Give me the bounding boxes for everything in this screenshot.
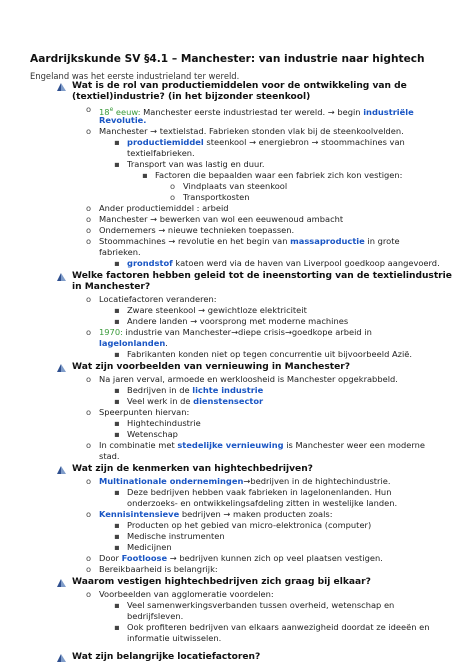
text-segment: Manchester eerste industriestad ter wereld. → begin: [140, 106, 364, 117]
text-segment: (textiel)industrie? (in het bijzonder steenkool): [72, 92, 311, 102]
arrow-bullet-icon: [56, 653, 67, 663]
text-segment: bedrijven → maken producten zoals:: [179, 509, 333, 519]
text-segment: Wat zijn belangrijke locatiefactoren?: [72, 652, 261, 662]
text-segment: Stoommachines → revolutie en het begin van: [99, 236, 291, 246]
text-segment: lichte industrie: [192, 385, 264, 395]
text-segment: in Manchester?: [72, 282, 151, 292]
text-segment: Factoren die bepaalden waar een fabriek zich kon vestigen:: [155, 170, 403, 180]
circle-bullet-icon: o: [86, 589, 92, 599]
circle-bullet-icon: o: [86, 236, 92, 246]
note-line: [127, 418, 201, 429]
text-segment: Speerpunten hiervan:: [99, 407, 190, 417]
question-heading: [72, 464, 313, 475]
text-segment: lagelonlanden: [99, 338, 166, 348]
note-line: [99, 553, 383, 564]
text-segment: steenkool → energiebron → stoommachines van: [203, 137, 405, 147]
note-line: [99, 126, 404, 137]
text-segment: stad.: [99, 451, 120, 461]
arrow-bullet-icon: [56, 363, 67, 373]
note-line: [99, 509, 333, 520]
text-segment: Medische instrumenten: [127, 531, 225, 541]
question-heading: [72, 577, 371, 588]
text-segment: Welke factoren hebben geleid tot de ineenstorting van de textielindustrie: [72, 271, 452, 281]
text-segment: Veel samenwerkingsverbanden tussen overheid, wetenschap en: [127, 600, 395, 610]
note-line: [99, 294, 217, 305]
note-line: [99, 476, 391, 487]
page-title: Aardrijkskunde SV §4.1 – Manchester: van industrie naar hightech: [30, 53, 425, 65]
circle-bullet-icon: o: [86, 509, 92, 519]
text-segment: katoen werd via de haven van Liverpool goedkoop aangevoerd.: [172, 258, 440, 268]
question-heading: [72, 362, 350, 373]
note-line: [127, 396, 263, 407]
text-segment: Ook profiteren bedrijven van elkaars aanwezigheid doordat ze ideeën en: [127, 622, 430, 632]
text-segment: grondstof: [127, 258, 173, 268]
note-line: [127, 542, 172, 553]
arrow-bullet-icon: [56, 578, 67, 588]
text-segment: onderzoeks- en ontwikkelingsafdeling zitten in westelijke landen.: [127, 498, 398, 508]
text-segment: Locatiefactoren veranderen:: [99, 294, 217, 304]
circle-bullet-icon: o: [170, 192, 176, 202]
note-line: [127, 520, 371, 531]
text-segment: Transportkosten: [183, 192, 250, 202]
arrow-bullet-icon: [56, 272, 67, 282]
circle-bullet-icon: o: [86, 476, 92, 486]
text-segment: e: [109, 106, 114, 113]
circle-bullet-icon: o: [86, 214, 92, 224]
text-segment: Multinationale ondernemingen: [99, 476, 244, 486]
text-segment: industriële: [363, 106, 414, 117]
square-bullet-icon: ▪: [114, 396, 120, 406]
text-segment: Wat zijn de kenmerken van hightechbedrijven?: [72, 464, 313, 474]
text-segment: Na jaren verval, armoede en werkloosheid is Manchester opgekrabbeld.: [99, 374, 398, 384]
text-segment: Hightechindustrie: [127, 418, 201, 428]
text-segment: Vindplaats van steenkool: [183, 181, 288, 191]
text-segment: Kennisintensieve: [99, 509, 180, 519]
question-heading: [72, 652, 260, 663]
note-line: [127, 611, 183, 622]
note-line: [99, 374, 398, 385]
note-line: [99, 338, 168, 349]
text-segment: Wetenschap: [127, 429, 178, 439]
text-segment: Andere landen → voorsprong met moderne machines: [127, 316, 349, 326]
square-bullet-icon: ▪: [114, 600, 120, 610]
circle-bullet-icon: o: [170, 181, 176, 191]
text-segment: In combinatie met: [99, 440, 178, 450]
note-line: [99, 451, 120, 462]
circle-bullet-icon: o: [86, 407, 92, 417]
note-line: [99, 115, 146, 126]
text-segment: textielfabrieken.: [127, 148, 195, 158]
square-bullet-icon: ▪: [114, 258, 120, 268]
text-segment: dienstensector: [193, 396, 264, 406]
text-segment: Producten op het gebied van micro-elektronica (computer): [127, 520, 372, 530]
square-bullet-icon: ▪: [114, 159, 120, 169]
note-line: [99, 589, 274, 600]
note-line: [127, 159, 265, 170]
text-segment: →bedrijven in de hightechindustrie.: [243, 476, 391, 486]
text-segment: Voorbeelden van agglomeratie voordelen:: [99, 589, 274, 599]
circle-bullet-icon: o: [86, 294, 92, 304]
text-segment: Waarom vestigen hightechbedrijven zich graag bij elkaar?: [72, 577, 371, 587]
text-segment: .: [165, 338, 168, 348]
text-segment: Deze bedrijven hebben vaak fabrieken in lagelonenlanden. Hun: [127, 487, 392, 497]
circle-bullet-icon: o: [86, 126, 92, 136]
text-segment: Bereikbaarheid is belangrijk:: [99, 564, 218, 574]
text-segment: Door: [99, 553, 122, 563]
circle-bullet-icon: o: [86, 203, 92, 213]
square-bullet-icon: ▪: [114, 429, 120, 439]
note-line: [127, 600, 394, 611]
note-line: [99, 225, 294, 236]
note-line: [127, 487, 391, 498]
note-line: [127, 349, 412, 360]
square-bullet-icon: ▪: [114, 542, 120, 552]
text-segment: Veel werk in de: [127, 396, 194, 406]
note-line: [127, 316, 348, 327]
note-line: [127, 137, 405, 148]
note-line: [127, 258, 440, 269]
circle-bullet-icon: o: [86, 327, 92, 337]
text-segment: Fabrikanten konden niet op tegen concurrentie uit bijvoorbeeld Azië.: [127, 349, 413, 359]
text-segment: → bedrijven kunnen zich op veel plaatsen vestigen.: [167, 553, 383, 563]
square-bullet-icon: ▪: [114, 487, 120, 497]
question-heading: [72, 92, 310, 103]
note-line: [99, 236, 400, 247]
text-segment: Ondernemers → nieuwe technieken toepassen.: [99, 225, 295, 235]
note-line: [99, 564, 218, 575]
arrow-bullet-icon: [56, 465, 67, 475]
square-bullet-icon: ▪: [114, 520, 120, 530]
note-line: [127, 633, 221, 644]
note-line: [99, 203, 229, 214]
circle-bullet-icon: o: [86, 225, 92, 235]
text-segment: Revolutie.: [99, 115, 147, 125]
note-line: [99, 407, 189, 418]
note-line: [99, 214, 343, 225]
note-line: [183, 181, 287, 192]
note-line: [155, 170, 402, 181]
note-line: [99, 440, 425, 451]
note-line: [127, 148, 195, 159]
text-segment: is Manchester weer een moderne: [283, 440, 425, 450]
text-segment: fabrieken.: [99, 247, 141, 257]
question-heading: [72, 271, 452, 282]
text-segment: informatie uitwisselen.: [127, 633, 222, 643]
question-heading: [72, 282, 150, 293]
square-bullet-icon: ▪: [142, 170, 148, 180]
text-segment: Bedrijven in de: [127, 385, 193, 395]
note-line: [127, 498, 397, 509]
square-bullet-icon: ▪: [114, 349, 120, 359]
text-segment: Footloose: [121, 553, 168, 563]
circle-bullet-icon: o: [86, 104, 92, 114]
text-segment: eeuw:: [113, 106, 141, 117]
intro-text: Engeland was het eerste industrieland ter wereld.: [30, 71, 240, 81]
text-segment: Ander productiemiddel : arbeid: [99, 203, 229, 213]
note-line: [127, 305, 307, 316]
square-bullet-icon: ▪: [114, 316, 120, 326]
question-heading: [72, 81, 407, 92]
text-segment: Wat is de rol van productiemiddelen voor de ontwikkeling van de: [72, 81, 407, 91]
square-bullet-icon: ▪: [114, 418, 120, 428]
circle-bullet-icon: o: [86, 440, 92, 450]
text-segment: 1970:: [99, 327, 123, 337]
note-line: [127, 429, 178, 440]
text-segment: industrie van Manchester→diepe crisis→goedkope arbeid in: [122, 327, 372, 337]
circle-bullet-icon: o: [86, 374, 92, 384]
text-segment: in grote: [364, 236, 400, 246]
note-line: [127, 622, 429, 633]
square-bullet-icon: ▪: [114, 622, 120, 632]
text-segment: Wat zijn voorbeelden van vernieuwing in Manchester?: [72, 362, 351, 372]
text-segment: stedelijke vernieuwing: [177, 440, 284, 450]
note-line: [127, 531, 225, 542]
arrow-bullet-icon: [56, 82, 67, 92]
square-bullet-icon: ▪: [114, 305, 120, 315]
note-line: [183, 192, 249, 203]
text-segment: bedrijfsleven.: [127, 611, 184, 621]
text-segment: 18: [99, 106, 110, 117]
square-bullet-icon: ▪: [114, 385, 120, 395]
text-segment: Zware steenkool → gewichtloze elektriciteit: [127, 305, 307, 315]
text-segment: Transport van was lastig en duur.: [127, 159, 265, 169]
square-bullet-icon: ▪: [114, 137, 120, 147]
text-segment: massaproductie: [290, 236, 365, 246]
square-bullet-icon: ▪: [114, 531, 120, 541]
text-segment: Medicijnen: [127, 542, 172, 552]
circle-bullet-icon: o: [86, 553, 92, 563]
text-segment: Manchester → textielstad. Fabrieken stonden vlak bij de steenkoolvelden.: [99, 126, 404, 136]
text-segment: Manchester → bewerken van wol een eeuwenoud ambacht: [99, 214, 344, 224]
note-line: [127, 385, 263, 396]
note-line: [99, 327, 372, 338]
circle-bullet-icon: o: [86, 564, 92, 574]
note-line: [99, 247, 141, 258]
text-segment: productiemiddel: [127, 137, 204, 147]
